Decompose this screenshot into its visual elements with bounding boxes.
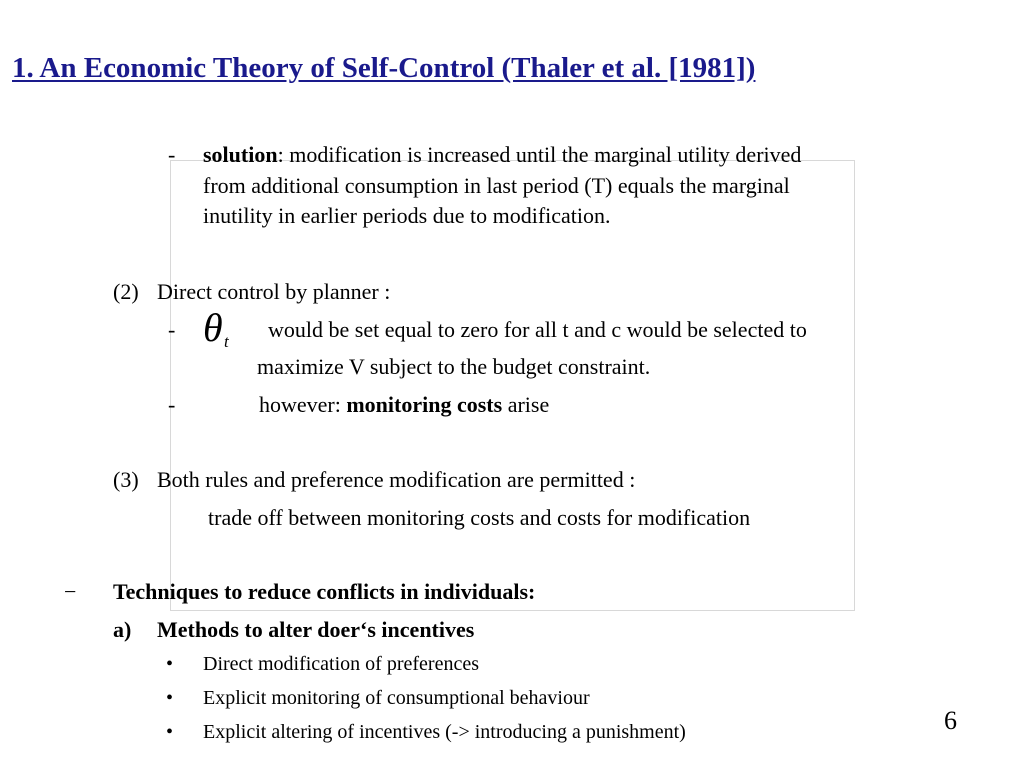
solution-line-3: inutility in earlier periods due to modification.	[203, 203, 611, 228]
item-2-sub2-suffix: arise	[502, 392, 550, 417]
bullet-item: Direct modification of preferences	[203, 653, 479, 675]
item-2-number: (2)	[113, 279, 139, 304]
techniques-a-text: Methods to alter doer‘s incentives	[157, 617, 475, 642]
item-2-sub2-prefix: however:	[259, 392, 347, 417]
item-2-sub1-line-2: maximize V subject to the budget constraint.	[257, 354, 651, 379]
solution-line-2: from additional consumption in last period (T) equals the marginal	[203, 173, 790, 198]
techniques-dash: −	[64, 579, 77, 604]
item-2-sub1-line-1: would be set equal to zero for all t and c would be selected to	[268, 317, 807, 342]
item-2-sub2	[259, 390, 549, 420]
solution-line-1-text: : modification is increased until the marginal utility derived	[277, 142, 802, 167]
item-3-number: (3)	[113, 467, 139, 492]
techniques-heading: Techniques to reduce conflicts in individuals:	[113, 579, 536, 604]
solution-line-1	[203, 140, 801, 170]
item-2-sub1-dash: -	[168, 317, 176, 342]
monitoring-costs-term: monitoring costs	[346, 392, 503, 417]
bullet-marker: •	[166, 721, 174, 743]
bullet-item: Explicit monitoring of consumptional behaviour	[203, 687, 590, 709]
solution-term: solution	[203, 142, 278, 167]
item-2-sub2-dash: -	[168, 392, 176, 417]
bullet-marker: •	[166, 687, 174, 709]
item-2-text: Direct control by planner :	[157, 279, 391, 304]
item-3-text: Both rules and preference modification are permitted :	[157, 467, 636, 492]
bullet-marker: •	[166, 653, 174, 675]
bullet-item: Explicit altering of incentives (-> introducing a punishment)	[203, 721, 686, 743]
slide-title: 1. An Economic Theory of Self-Control (Thaler et al. [1981])	[12, 52, 756, 84]
page-number: 6	[944, 706, 957, 735]
theta-subscript: t	[224, 332, 229, 351]
theta-symbol: θ	[203, 305, 223, 350]
solution-dash: -	[168, 142, 176, 167]
item-3-sub: trade off between monitoring costs and costs for modification	[208, 505, 751, 530]
techniques-a-label: a)	[113, 617, 132, 642]
